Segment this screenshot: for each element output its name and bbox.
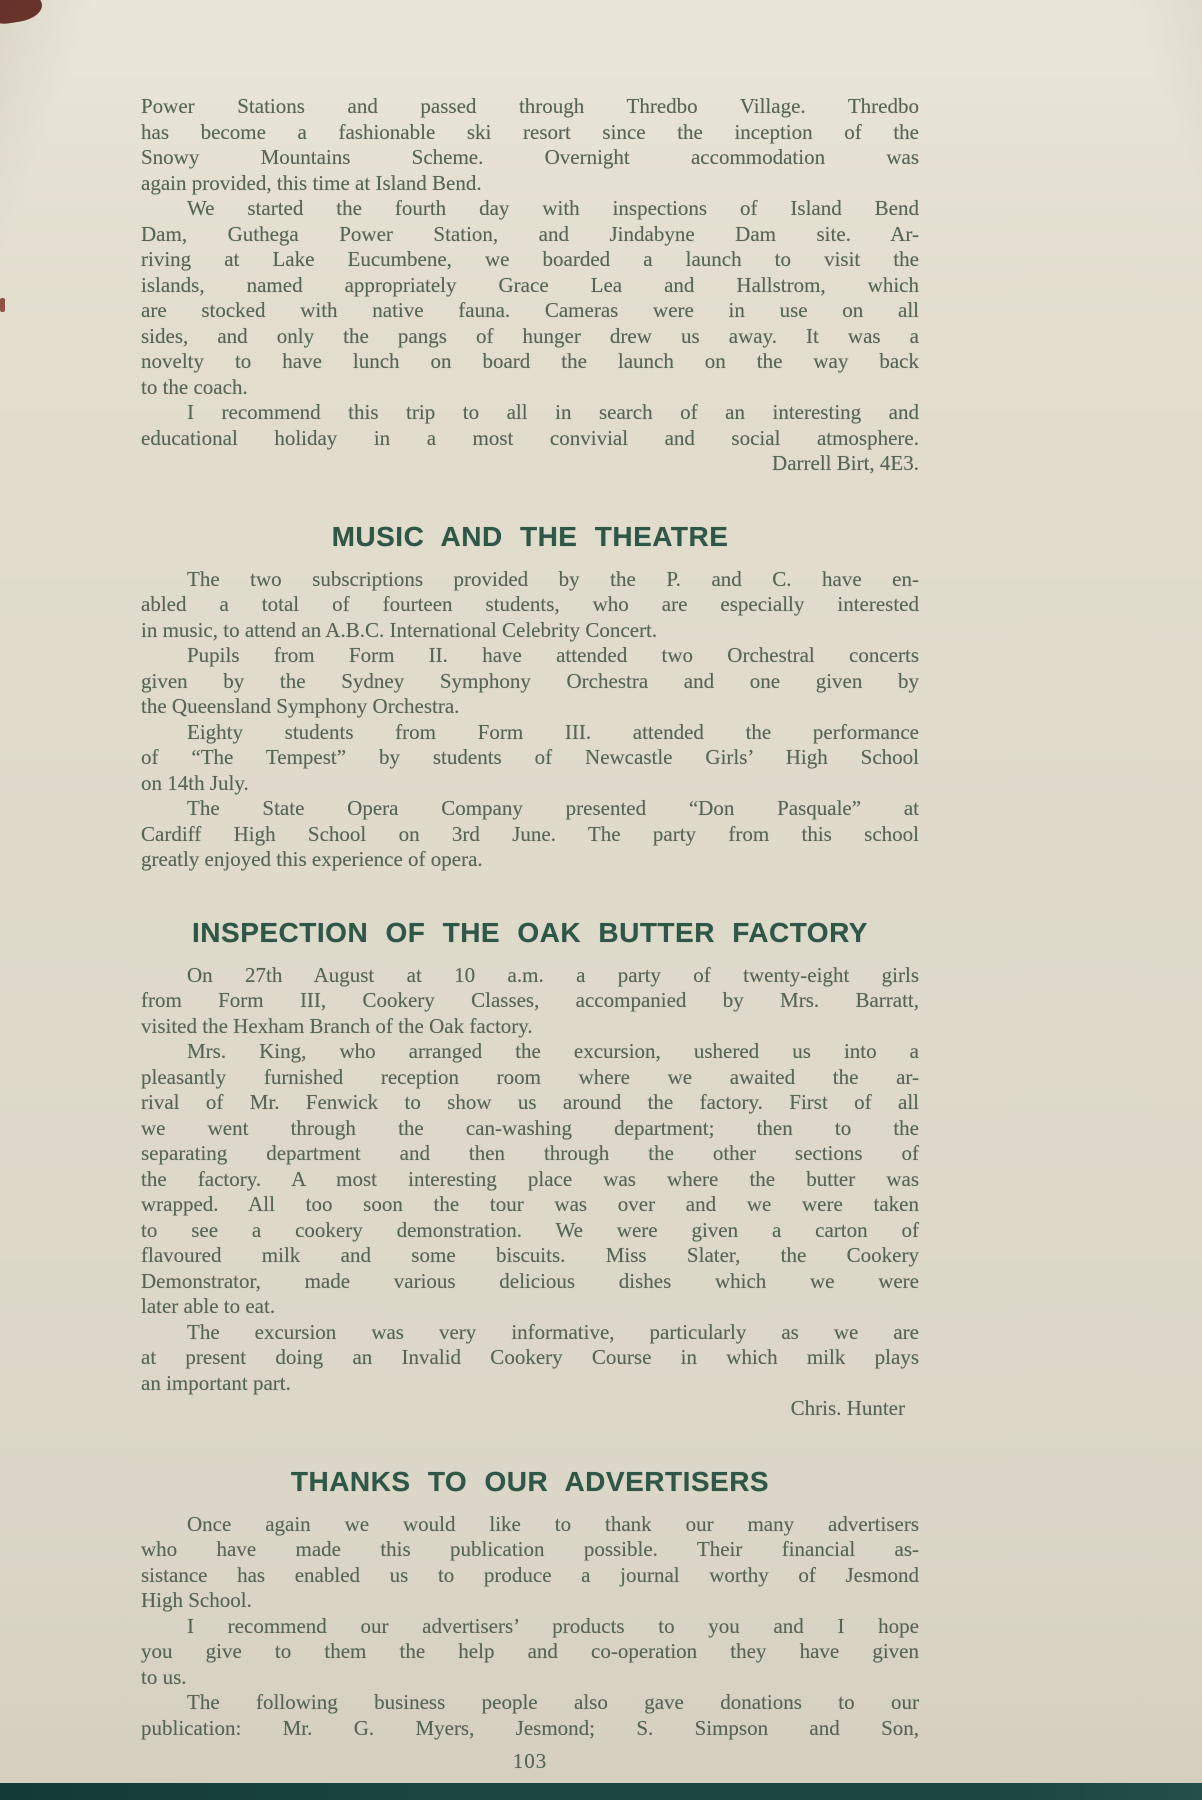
text-line: Power Stations and passed through Thredbo Village. Thredbo bbox=[141, 94, 919, 118]
text-line: I recommend this trip to all in search of an interesting and bbox=[187, 400, 919, 424]
section-heading: INSPECTION OF THE OAK BUTTER FACTORY bbox=[192, 916, 868, 948]
body-paragraph bbox=[141, 796, 919, 873]
body-paragraph bbox=[141, 567, 919, 644]
scan-corner-mark bbox=[0, 0, 44, 26]
text-line: Eighty students from Form III. attended the performance bbox=[187, 719, 919, 744]
text-line: are stocked with native fauna. Cameras were in use on all bbox=[141, 298, 919, 322]
text-line: you give to them the help and co-operation they have given bbox=[141, 1639, 919, 1663]
text-line: The following business people also gave donations to our bbox=[187, 1690, 919, 1714]
text-line: who have made this publication possible. Their financial as- bbox=[141, 1537, 919, 1561]
text-line: in music, to attend an A.B.C. International Celebrity Concert. bbox=[141, 617, 658, 642]
text-line: On 27th August at 10 a.m. a party of twenty-eight girls bbox=[187, 962, 919, 987]
body-paragraph bbox=[141, 643, 919, 720]
section-heading: THANKS TO OUR ADVERTISERS bbox=[290, 1465, 770, 1497]
text-line: pleasantly furnished reception room where we awaited the ar- bbox=[141, 1064, 919, 1089]
text-line: later able to eat. bbox=[141, 1294, 276, 1318]
body-paragraph bbox=[141, 1039, 919, 1320]
text-line: to the coach. bbox=[141, 374, 248, 399]
body-paragraph bbox=[141, 720, 919, 797]
text-line: educational holiday in a most convivial and social atmosphere. bbox=[141, 425, 919, 450]
body-paragraph bbox=[141, 1690, 919, 1741]
text-line: riving at Lake Eucumbene, we boarded a launch to visit the bbox=[141, 247, 919, 271]
body-paragraph bbox=[141, 94, 919, 196]
text-line: sistance has enabled us to produce a journal worthy of Jesmond bbox=[141, 1562, 919, 1587]
text-line: we went through the can-washing department; then to the bbox=[141, 1115, 919, 1140]
text-line: The two subscriptions provided by the P. and C. have en- bbox=[187, 566, 919, 591]
body-paragraph bbox=[141, 1320, 919, 1397]
text-line: the factory. A most interesting place was where the butter was bbox=[141, 1166, 919, 1191]
text-line: an important part. bbox=[141, 1370, 291, 1395]
text-line: novelty to have lunch on board the launch on the way back bbox=[141, 349, 919, 373]
text-line: Snowy Mountains Scheme. Overnight accommodation was bbox=[141, 145, 919, 169]
body-paragraph bbox=[141, 1512, 919, 1614]
text-line: The excursion was very informative, particularly as we are bbox=[187, 1319, 919, 1344]
text-line: given by the Sydney Symphony Orchestra and one given by bbox=[141, 668, 919, 693]
text-line: Cardiff High School on 3rd June. The party from this school bbox=[141, 821, 919, 846]
text-line: Pupils from Form II. have attended two Orchestral concerts bbox=[187, 643, 919, 667]
body-paragraph bbox=[141, 196, 919, 400]
text-line: publication: Mr. G. Myers, Jesmond; S. Simpson and Son, bbox=[141, 1715, 919, 1740]
text-line: Dam, Guthega Power Station, and Jindabyne Dam site. Ar- bbox=[141, 221, 919, 246]
text-line: at present doing an Invalid Cookery Course in which milk plays bbox=[141, 1345, 919, 1369]
text-line: the Queensland Symphony Orchestra. bbox=[141, 694, 460, 718]
text-line: from Form III, Cookery Classes, accompanied by Mrs. Barratt, bbox=[141, 988, 919, 1012]
text-line: to us. bbox=[141, 1664, 187, 1689]
text-line: has become a fashionable ski resort since the inception of the bbox=[141, 119, 919, 144]
author-signature: Darrell Birt, 4E3. bbox=[772, 451, 919, 475]
text-block bbox=[141, 94, 919, 1775]
body-paragraph bbox=[141, 963, 919, 1040]
body-paragraph bbox=[141, 400, 919, 451]
text-line: greatly enjoyed this experience of opera. bbox=[141, 847, 483, 871]
text-line: wrapped. All too soon the tour was over and we were taken bbox=[141, 1192, 919, 1216]
text-line: to see a cookery demonstration. We were given a carton of bbox=[141, 1217, 919, 1242]
text-line: rival of Mr. Fenwick to show us around the factory. First of all bbox=[141, 1090, 919, 1114]
text-line: of “The Tempest” by students of Newcastle Girls’ High School bbox=[141, 745, 919, 769]
text-line: Demonstrator, made various delicious dishes which we were bbox=[141, 1268, 919, 1293]
author-signature: Chris. Hunter bbox=[790, 1396, 905, 1420]
section-heading: MUSIC AND THE THEATRE bbox=[331, 520, 729, 552]
text-line: visited the Hexham Branch of the Oak factory. bbox=[141, 1013, 533, 1038]
text-line: again provided, this time at Island Bend. bbox=[141, 170, 482, 195]
footer-band bbox=[0, 1783, 1202, 1800]
scan-edge-mark bbox=[0, 298, 5, 312]
text-line: abled a total of fourteen students, who are especially interested bbox=[141, 592, 919, 616]
text-line: Mrs. King, who arranged the excursion, ushered us into a bbox=[187, 1039, 919, 1063]
text-line: on 14th July. bbox=[141, 770, 249, 795]
body-paragraph bbox=[141, 1614, 919, 1691]
text-line: sides, and only the pangs of hunger drew us away. It was a bbox=[141, 323, 919, 348]
text-line: Once again we would like to thank our many advertisers bbox=[187, 1511, 919, 1536]
page-number: 103 bbox=[512, 1749, 548, 1773]
text-line: We started the fourth day with inspections of Island Bend bbox=[187, 196, 919, 220]
text-line: islands, named appropriately Grace Lea and Hallstrom, which bbox=[141, 272, 919, 297]
text-line: I recommend our advertisers’ products to you and I hope bbox=[187, 1613, 919, 1638]
text-line: High School. bbox=[141, 1588, 252, 1612]
text-line: The State Opera Company presented “Don Pasquale” at bbox=[187, 796, 919, 820]
text-line: flavoured milk and some biscuits. Miss Slater, the Cookery bbox=[141, 1243, 919, 1267]
text-line: separating department and then through the other sections of bbox=[141, 1141, 919, 1165]
